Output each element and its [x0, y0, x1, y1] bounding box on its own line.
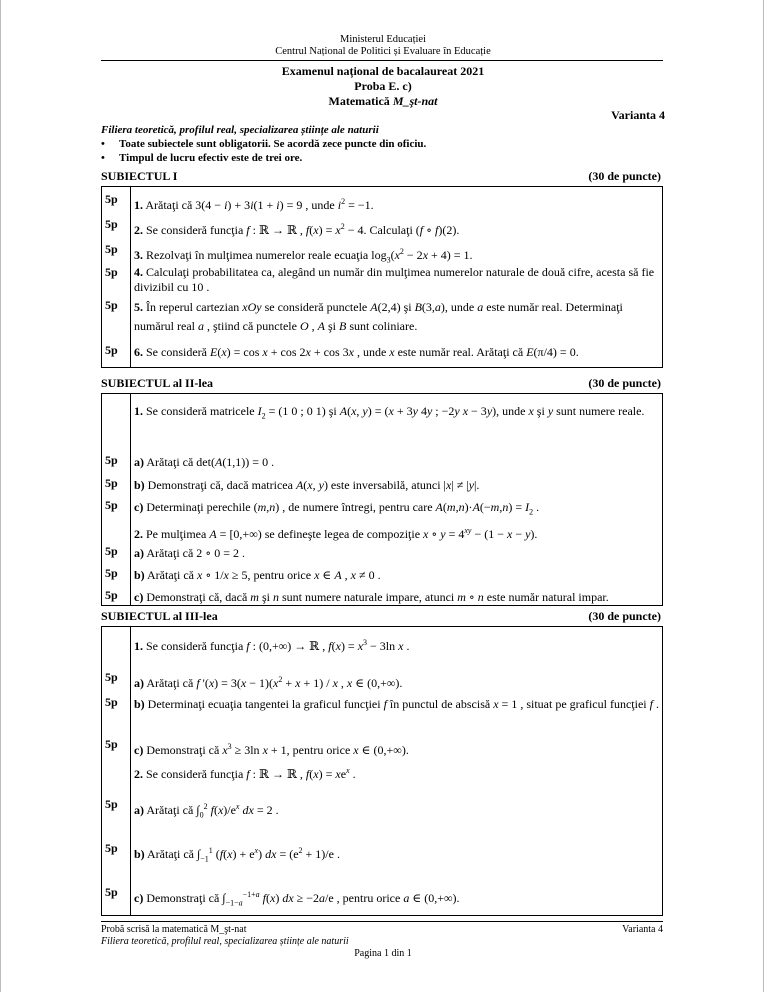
proba-label: Proba E. c) [354, 79, 412, 93]
footer-profile: Filiera teoretică, profilul real, specializarea științe ale naturii [101, 936, 349, 947]
subiect2-table: 1. Se consideră matricele $I_2 = (1$ 0 ; 0 1) şi A(x, y) = (x + 3y 4y ; −2y x − 3y), unde x şi y sunt numere reale. 5p a) Arătaţi că det(A(1,1)) = 0 . 5p b) Demonstraţi că, dacă matricea A(x, y) este inversabilă, atunci |x| ≠ |y|. 5p c) Determinaţi perechile (m,n) , de numere întregi, pentru care $A(m,n)\cdot A(-m,n) = I_2$ . 2. Pe mulţimea A = [0,+∞) se defineşte legea de compoziţie x ∘ $y = 4^{xy} - (1 - x - y)$. 5p a) Arătaţi că 2 ∘ 0 = 2 . 5p b) Arătaţi că x ∘ 1/x ≥ 5, pentru orice x ∈ A , x ≠ 0 . 5p c) Demonstraţi că, dacă m şi n sunt numere naturale impare, atunci m ∘ n este număr natural impar. [101, 393, 663, 606]
footer-subject: Probă scrisă la matematică M_şt-nat [101, 924, 247, 935]
header-divider [101, 60, 663, 61]
footer-divider [101, 921, 663, 922]
variant-label: Varianta 4 [611, 108, 665, 122]
ministry-name: Ministerul Educației [339, 34, 427, 45]
profile-line: Filiera teoretică, profilul real, specializarea științe ale naturii [101, 124, 379, 136]
footer-variant: Varianta 4 [622, 924, 663, 935]
footer-line-1 [101, 924, 663, 935]
exam-title: Examenul național de bacalaureat 2021 [281, 64, 485, 78]
page-number: Pagina 1 din 1 [354, 948, 412, 959]
subiect3-heading: SUBIECTUL al III-lea (30 de puncte) [101, 609, 661, 623]
center-name: Centrul Național de Politici și Evaluare în Educație [275, 46, 491, 57]
rule-bullet-2: • Timpul de lucru efectiv este de trei ore. [101, 152, 303, 164]
subject-label: Matematică M_şt-nat [328, 94, 438, 108]
subiect1-heading: SUBIECTUL I (30 de puncte) [101, 169, 661, 183]
subiect2-heading: SUBIECTUL al II-lea (30 de puncte) [101, 376, 661, 390]
subiect3-table: 1. Se consideră funcţia f : (0,+∞) → ℝ , $f(x) = x^3 - 3\ln$ x . 5p a) Arătaţi că f '$(x) = 3(x - 1)(x^2 + x + 1) / x$ , x ∈ (0,+∞). 5p b) Determinaţi ecuaţia tangentei la graficul funcţiei f în punctul de abscisă x = 1 , situat pe graficul funcţiei f . 5p c) Demonstraţi că $x^3 \ge 3\ln$ x + 1, pentru orice x ∈ (0,+∞). 2. Se consideră funcţia f : ℝ → ℝ , $f(x) = xe^x$ . 5p a) Arătaţi că $\int_0^2$ $f(x)/e^x$ dx = 2 . 5p b) Arătaţi că $\int_{-1}^1$ $(f(x) + e^x)$ dx = $(e^2 + 1)/e$ . 5p c) Demonstraţi că $\int_{-1-a}^{-1+a}$ f(x) dx ≥ −2a/e , pentru orice a ∈ (0,+∞). [101, 626, 663, 916]
rule-bullet-1: • Toate subiectele sunt obligatorii. Se acordă zece puncte din oficiu. [101, 138, 427, 150]
subiect1-table: 5p 1. Arătaţi că 3(4 − i) + 3i(1 + i) = 9 , unde $i^2 = -1$. 5p 2. Se consideră funcţia f : ℝ → ℝ , $f(x) = x^2 - 4$. Calculaţi (f ∘ f)(2). 5p 3. Rezolvaţi în mulţimea numerelor reale ecuaţia $\log_3(x^2 - 2x + 4) = 1$. 5p 4. Calculaţi probabilitatea ca, alegând un număr din mulţimea numerelor naturale de două cifre, acesta să fie divizibil cu 10 . 5p 5. În reperul cartezian xOy se consideră punctele A(2,4) şi B(3,a), unde a este număr real. Determinaţi numărul real a , ştiind că punctele O , A şi B sunt coliniare. 5p 6. Se consideră E(x) = cos x + cos 2x + cos 3x , unde x este număr real. Arătaţi că E(π/4) = 0. [101, 186, 663, 368]
